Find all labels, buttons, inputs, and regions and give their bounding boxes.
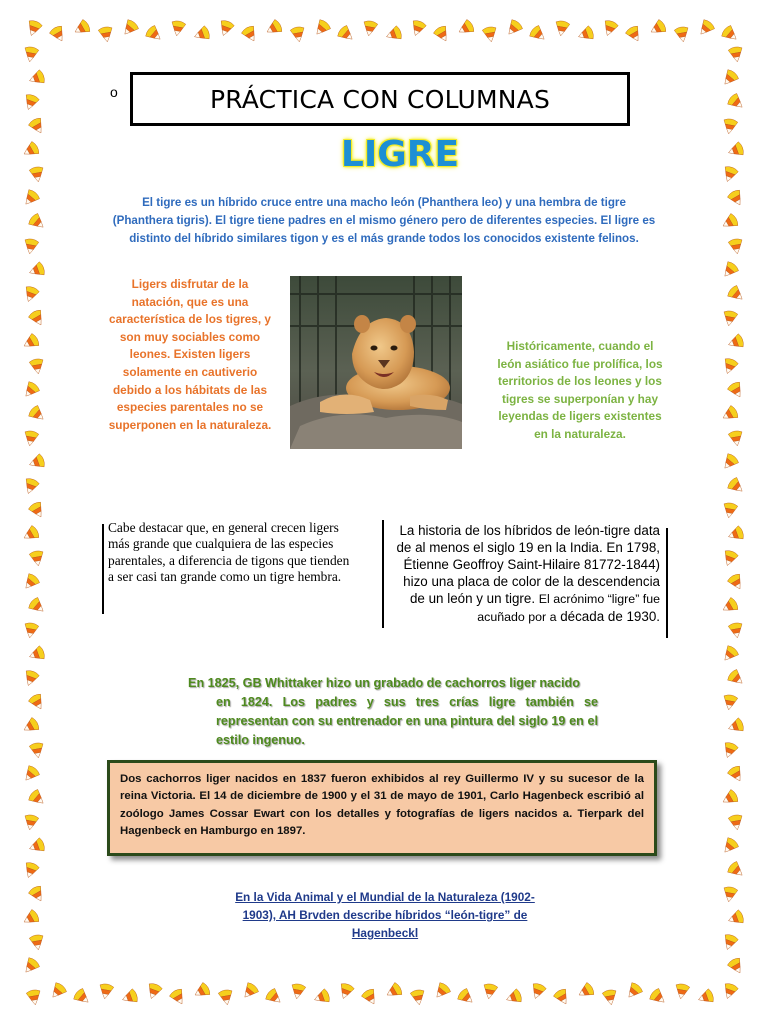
candy-corn-icon (217, 19, 235, 38)
candy-corn-icon (728, 622, 744, 639)
candy-corn-icon (240, 24, 260, 44)
candy-corn-icon (21, 524, 41, 544)
section-heading: LIGRE (340, 134, 460, 175)
candy-corn-icon (721, 741, 739, 760)
candy-corn-icon (721, 982, 739, 1001)
candy-corn-icon (22, 861, 40, 880)
candy-corn-icon (27, 453, 46, 471)
candy-corn-icon (726, 860, 746, 880)
candy-corn-icon (721, 933, 739, 952)
candy-corn-icon (336, 24, 356, 44)
candy-corn-icon (719, 452, 739, 472)
list-marker: o (110, 84, 118, 100)
candy-corn-icon (22, 669, 40, 688)
history-box (107, 760, 657, 856)
candy-corn-icon (726, 717, 745, 735)
candy-corn-icon (29, 358, 45, 375)
candy-corn-icon (72, 18, 92, 38)
candy-corn-icon (27, 261, 46, 279)
candy-corn-icon (726, 525, 745, 543)
candy-corn-icon (23, 46, 39, 63)
candy-corn-icon (720, 404, 740, 424)
candy-corn-icon (504, 988, 523, 1006)
second-left-column: Cabe destacar que, en general crecen ligers más grande que cualquiera de las especies parentales, a diferencia de tigons que tienden a ser casi tan grande como un tigre hembra. (108, 520, 350, 585)
candy-corn-icon (726, 333, 745, 351)
candy-corn-icon (726, 572, 746, 592)
candy-corn-icon (145, 982, 163, 1001)
column-divider (382, 520, 384, 628)
candy-corn-icon (98, 983, 114, 1000)
candy-corn-icon (719, 644, 739, 664)
candy-corn-icon (384, 25, 403, 43)
candy-corn-icon (168, 987, 188, 1007)
candy-corn-icon (722, 310, 738, 327)
candy-corn-icon (721, 165, 739, 184)
candy-corn-icon (48, 24, 68, 44)
candy-corn-icon (337, 982, 355, 1001)
candy-corn-icon (728, 430, 744, 447)
candy-corn-icon (27, 212, 47, 232)
candy-corn-icon (239, 981, 259, 1001)
candy-corn-icon (47, 981, 67, 1001)
candy-corn-icon (21, 716, 41, 736)
candy-corn-icon (432, 24, 452, 44)
candy-corn-icon (360, 987, 380, 1007)
candy-corn-icon (20, 764, 40, 784)
candy-corn-icon (720, 24, 740, 44)
candy-corn-icon (726, 956, 746, 976)
candy-corn-icon (726, 909, 745, 927)
engraving-rest: en 1824. Los padres y sus tres crías ligre también se representan con su entrenador en una pintura del siglo 19 en el estilo ingenuo. (216, 695, 598, 747)
right-column-rule (666, 528, 668, 638)
candy-corn-icon (23, 238, 39, 255)
candy-corn-icon (719, 836, 739, 856)
candy-corn-icon (27, 788, 47, 808)
candy-corn-icon (674, 983, 690, 1000)
candy-corn-icon (720, 596, 740, 616)
candy-corn-icon (29, 550, 45, 567)
candy-corn-icon (696, 988, 715, 1006)
candy-corn-icon (726, 380, 746, 400)
candy-corn-icon (456, 987, 476, 1007)
candy-corn-icon (719, 68, 739, 88)
candy-corn-icon (362, 20, 378, 37)
candy-corn-icon (23, 622, 39, 639)
history-text: La historia de los híbridos de león-tigre data de al menos el siglo 19 en la India. En 1798, Étienne Geoffroy Saint-Hilaire 81772-1844) hizo una placa de color de la descendencia de un león y un tigre. (396, 523, 660, 606)
candy-corn-icon (410, 989, 426, 1006)
candy-corn-icon (192, 25, 211, 43)
page-title: PRÁCTICA CON COLUMNAS (130, 72, 630, 126)
candy-corn-icon (482, 26, 498, 43)
candy-corn-icon (120, 988, 139, 1006)
candy-corn-icon (29, 166, 45, 183)
candy-corn-icon (722, 118, 738, 135)
candy-corn-icon (601, 19, 619, 38)
candy-corn-icon (722, 886, 738, 903)
candy-corn-icon (20, 956, 40, 976)
candy-corn-icon (726, 764, 746, 784)
candy-corn-icon (528, 24, 548, 44)
acronym-text: El acrónimo “ligre” fue acuñado por a (477, 592, 660, 624)
candy-corn-icon (29, 742, 45, 759)
candy-corn-icon (23, 430, 39, 447)
second-right-column (396, 522, 660, 626)
footer-link[interactable]: En la Vida Animal y el Mundial de la Naturaleza (1902-1903), AH Brvden describe híbridos “león-tigre” de Hagenbeckl (235, 890, 535, 940)
candy-corn-icon (624, 24, 644, 44)
candy-corn-icon (22, 93, 40, 112)
candy-corn-icon (384, 981, 404, 1001)
candy-corn-icon (170, 20, 186, 37)
candy-corn-icon (720, 212, 740, 232)
liger-photo-icon (290, 276, 462, 449)
candy-corn-icon (552, 987, 572, 1007)
candy-corn-icon (264, 987, 284, 1007)
candy-corn-icon (721, 357, 739, 376)
candy-corn-icon (312, 988, 331, 1006)
candy-corn-icon (719, 260, 739, 280)
candy-corn-icon (27, 596, 47, 616)
candy-corn-icon (27, 404, 47, 424)
candy-corn-icon (27, 884, 47, 904)
history-box-text: Dos cachorros liger nacidos en 1837 fueron exhibidos al rey Guillermo IV y su sucesor de la reina Victoria. El 14 de diciembre de 1900 y el 31 de mayo de 1901, Carlo Hagenbeck escribió al zoólogo James Cossar Ewart con los detalles y fotografías de ligers nacidos a. Tierpark del Hagenbeck en Hamburgo en 1897. (120, 773, 644, 838)
candy-corn-icon (695, 18, 715, 38)
candy-corn-icon (554, 20, 570, 37)
candy-corn-icon (722, 694, 738, 711)
liger-photo (290, 276, 462, 449)
candy-corn-icon (290, 983, 306, 1000)
candy-corn-icon (456, 18, 476, 38)
right-column-text: Históricamente, cuando el león asiático fue prolífica, los territorios de los leones y los tigres se superponían y hay leyendas de ligers existentes en la naturaleza. (497, 339, 663, 441)
candy-corn-icon (726, 92, 746, 112)
candy-corn-icon (26, 989, 42, 1006)
left-column-text: Ligers disfrutar de la natación, que es una característica de los tigres, y son muy sociables como leones. Existen ligers solamente en cautiverio debido a los hábitats de las especies parentales no se superponen en la naturaleza. (108, 277, 272, 432)
engraving-paragraph (170, 674, 598, 750)
candy-corn-icon (22, 285, 40, 304)
candy-corn-icon (29, 934, 45, 951)
candy-corn-icon (290, 26, 306, 43)
candy-corn-icon (144, 24, 164, 44)
candy-corn-icon (192, 981, 212, 1001)
candy-corn-icon (25, 19, 43, 38)
candy-corn-icon (311, 18, 331, 38)
candy-corn-icon (27, 308, 47, 328)
candy-corn-icon (98, 26, 114, 43)
candy-corn-icon (23, 814, 39, 831)
candy-corn-icon (728, 46, 744, 63)
intro-paragraph: El tigre es un híbrido cruce entre una macho león (Phanthera leo) y una hembra de tigre (Phanthera tigris). El tigre tiene padres en el mismo género pero de diferentes especies. El ligre es distinto del híbrido similares tigon y es el más grande todos los conocidos existente felinos. (112, 196, 656, 245)
candy-corn-icon (264, 18, 284, 38)
candy-corn-icon (726, 668, 746, 688)
candy-corn-icon (623, 981, 643, 1001)
candy-corn-icon (576, 981, 596, 1001)
candy-corn-icon (21, 140, 41, 160)
candy-corn-icon (728, 238, 744, 255)
candy-corn-icon (529, 982, 547, 1001)
candy-corn-icon (726, 141, 745, 159)
candy-corn-icon (21, 332, 41, 352)
candy-corn-icon (27, 116, 47, 136)
candy-corn-icon (72, 987, 92, 1007)
candy-corn-icon (27, 837, 46, 855)
candy-corn-icon (27, 645, 46, 663)
candy-corn-icon (482, 983, 498, 1000)
candy-corn-icon (648, 987, 668, 1007)
candy-corn-icon (119, 18, 139, 38)
candy-corn-icon (648, 18, 668, 38)
candy-corn-icon (431, 981, 451, 1001)
candy-corn-icon (27, 692, 47, 712)
decade-text: década de 1930. (560, 609, 660, 624)
candy-corn-icon (728, 814, 744, 831)
candy-corn-icon (218, 989, 234, 1006)
candy-corn-icon (20, 380, 40, 400)
candy-corn-icon (726, 284, 746, 304)
candy-corn-icon (27, 500, 47, 520)
candy-corn-icon (720, 788, 740, 808)
candy-corn-icon (674, 26, 690, 43)
candy-corn-icon (20, 572, 40, 592)
engraving-first-line: En 1825, GB Whittaker hizo un grabado de cachorros liger nacido (188, 676, 580, 690)
candy-corn-icon (602, 989, 618, 1006)
candy-corn-icon (726, 476, 746, 496)
candy-corn-icon (721, 549, 739, 568)
candy-corn-icon (576, 25, 595, 43)
candy-corn-icon (20, 188, 40, 208)
candy-corn-icon (22, 477, 40, 496)
candy-corn-icon (27, 69, 46, 87)
candy-corn-icon (409, 19, 427, 38)
candy-corn-icon (21, 908, 41, 928)
candy-corn-icon (722, 502, 738, 519)
left-column-rule (102, 524, 104, 614)
candy-corn-icon (726, 188, 746, 208)
candy-corn-icon (503, 18, 523, 38)
